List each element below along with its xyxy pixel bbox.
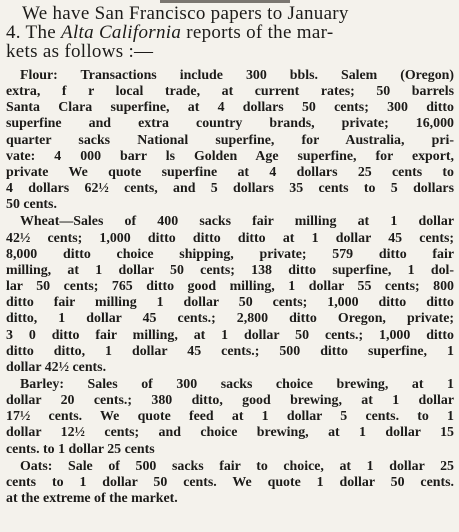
text-line: 8,000 ditto choice shipping, private; 579 ditto fair	[6, 246, 454, 262]
text-line: lar 50 cents; 765 ditto good milling, 1 dollar 55 cents; 800	[6, 279, 454, 295]
text-line: 17½ cents. We quote feed at 1 dollar 5 cents. to 1	[6, 409, 454, 425]
text-line: at the extreme of the market.	[6, 491, 178, 507]
text-line: ditto, 1 dollar 45 cents.; 2,800 ditto Oregon, private;	[6, 311, 454, 327]
publication-name: Alta California	[61, 22, 182, 43]
article-column	[6, 4, 454, 508]
barley-report	[6, 377, 454, 458]
text-line: cents to 1 dollar 50 cents. We quote 1 dollar 50 cents.	[6, 474, 454, 490]
text-line: vate: 4 000 barr ls Golden Age superfine, for export,	[6, 148, 454, 164]
flour-report	[6, 68, 454, 213]
text-line: cents. to 1 dollar 25 cents	[6, 441, 155, 457]
text-line: private We quote superfine at 4 dollars 25 cents to	[6, 164, 454, 180]
text-line: quarter sacks National superfine, for Australia, pri-	[6, 132, 454, 148]
text-line: Oats: Sale of 500 sacks fair to choice, at 1 dollar 25	[20, 458, 454, 474]
text-line: 42½ cents; 1,000 ditto ditto ditto at 1 dollar 45 cents;	[6, 230, 454, 246]
intro-line-1: We have San Francisco papers to January	[22, 3, 349, 24]
text-line: dollar 42½ cents.	[6, 359, 107, 375]
text-line: superfine and extra country brands, private; 16,000	[6, 116, 454, 132]
text-line: dollar 12½ cents; and choice brewing, at 1 dollar 15	[6, 425, 454, 441]
text-line: Barley: Sales of 300 sacks choice brewing, at 1	[20, 376, 454, 392]
market-reports	[6, 68, 454, 507]
text-line: 3 0 ditto fair milling, at 1 dollar 50 cents.; 1,000 ditto	[6, 327, 454, 343]
oats-report	[6, 459, 454, 507]
text-line: 50 cents.	[6, 197, 57, 213]
text-line: extra, f r local trade, at current rates; 50 barrels	[6, 84, 454, 100]
wheat-report	[6, 214, 454, 376]
text-line: milling, at 1 dollar 50 cents; 138 ditto superfine, 1 dol-	[6, 262, 454, 278]
text-line: ditto fair milling 1 dollar 50 cents; 1,000 ditto ditto	[6, 295, 454, 311]
intro-line-2-pre: 4. The	[6, 22, 62, 43]
intro-paragraph	[6, 4, 454, 61]
text-line: ditto ditto, 1 dollar 45 cents.; 500 ditto superfine, 1	[6, 343, 454, 359]
text-line: Santa Clara superfine, at 4 dollars 50 cents; 300 ditto	[6, 100, 454, 116]
text-line: Wheat—Sales of 400 sacks fair milling at 1 dollar	[20, 214, 454, 230]
text-line: dollar 20 cents.; 380 ditto, good brewing, at 1 dollar	[6, 393, 454, 409]
text-line: 4 dollars 62½ cents, and 5 dollars 35 cents to 5 dollars	[6, 181, 454, 197]
intro-line-3: kets as follows :—	[6, 41, 154, 62]
text-line: Flour: Transactions include 300 bbls. Salem (Oregon)	[20, 68, 454, 83]
intro-line-2-post: reports of the mar-	[181, 22, 334, 43]
